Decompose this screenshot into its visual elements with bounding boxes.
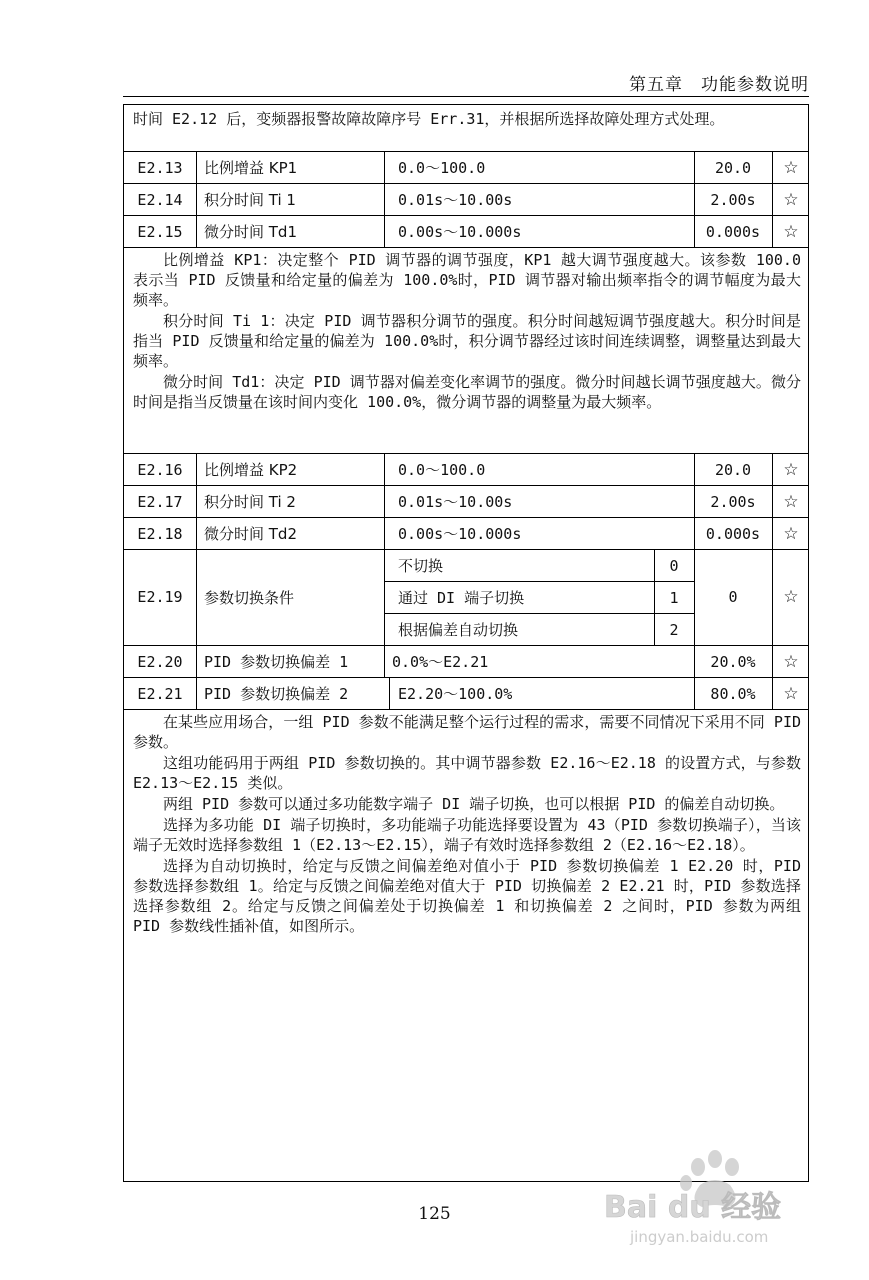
watermark-url: jingyan.baidu.com — [630, 1228, 769, 1246]
param-default: 20.0 — [714, 460, 752, 479]
description-paragraph: 选择为多功能 DI 端子切换时，多功能端子功能选择要设置为 43（PID 参数切换端子），当该端子无效时选择参数组 1（E2.13～E2.15），端子有效时选择参数组 2（E2.16～E2.18）。 — [133, 816, 801, 854]
star-icon: ☆ — [783, 587, 799, 607]
param-range: 0.0%～E2.21 — [392, 653, 489, 671]
option-label: 根据偏差自动切换 — [398, 621, 519, 639]
star-icon: ☆ — [783, 651, 799, 672]
param-range: 0.01s～10.00s — [398, 191, 513, 209]
row-divider — [124, 247, 808, 248]
param-default: 0.000s — [705, 222, 761, 241]
description-paragraph: 在某些应用场合，一组 PID 参数不能满足整个运行过程的需求，需要不同情况下采用不同 PID 参数。 — [133, 713, 801, 751]
star-icon: ☆ — [783, 459, 799, 480]
param-range: 0.01s～10.00s — [398, 493, 513, 511]
param-name: PID 参数切换偏差 1 — [204, 653, 349, 671]
param-code: E2.19 — [137, 588, 183, 606]
param-range: 0.00s～10.000s — [398, 525, 522, 543]
parameter-table-frame — [123, 104, 809, 1182]
description-paragraph: 这组功能码用于两组 PID 参数切换的。其中调节器参数 E2.16～E2.18 的设置方式，与参数 E2.13～E2.15 类似。 — [133, 754, 801, 792]
description-block-1 — [133, 250, 801, 412]
param-name: 积分时间 Ti 1 — [204, 191, 296, 209]
param-code: E2.20 — [137, 652, 183, 671]
baidu-jingyan-watermark — [600, 1145, 830, 1250]
param-default: 0.000s — [705, 524, 761, 543]
param-range: 0.00s～10.000s — [398, 223, 522, 241]
option-value: 1 — [669, 588, 679, 607]
param-default: 2.00s — [710, 492, 756, 511]
param-code: E2.17 — [137, 492, 183, 511]
star-icon: ☆ — [783, 221, 799, 242]
star-icon: ☆ — [783, 491, 799, 512]
intro-paragraph: 时间 E2.12 后，变频器报警故障故障序号 Err.31，并根据所选择故障处理方式处理。 — [133, 110, 725, 128]
description-paragraph: 两组 PID 参数可以通过多功能数字端子 DI 端子切换，也可以根据 PID 的偏差自动切换。 — [163, 795, 785, 813]
param-name: 微分时间 Td1 — [204, 223, 297, 241]
description-paragraph: 选择为自动切换时，给定与反馈之间偏差绝对值小于 PID 参数切换偏差 1 E2.20 时，PID 参数选择参数组 1。给定与反馈之间偏差绝对值大于 PID 切换偏差 2 E2.21 时，PID 参数选择选择参数组 2。给定与反馈之间偏差处于切换偏差 1 和切换偏差 2 之间时，PID 参数为两组 PID 参数线性插补值，如图所示。 — [133, 857, 801, 935]
param-name: 微分时间 Td2 — [204, 525, 297, 543]
row-divider — [124, 709, 808, 710]
star-icon: ☆ — [783, 189, 799, 210]
page-number: 125 — [418, 1204, 451, 1224]
description-paragraph: 积分时间 Ti 1：决定 PID 调节器积分调节的强度。积分时间越短调节强度越大。积分时间是指当 PID 反馈量和给定量的偏差为 100.0%时，积分调节器经过该时间连续调整，调整量达到最大频率。 — [133, 312, 801, 370]
option-label: 不切换 — [398, 557, 444, 575]
param-name: PID 参数切换偏差 2 — [204, 685, 349, 703]
param-name: 比例增益 KP2 — [204, 461, 298, 479]
option-value: 0 — [669, 556, 679, 575]
header-rule — [123, 96, 809, 97]
watermark-brand: Bai du 经验 — [604, 1190, 782, 1225]
param-code: E2.21 — [137, 684, 183, 703]
param-code: E2.16 — [137, 460, 183, 479]
param-range: 0.0～100.0 — [398, 461, 486, 479]
param-code: E2.13 — [137, 158, 183, 177]
param-range: 0.0～100.0 — [398, 159, 486, 177]
description-block-2 — [133, 712, 801, 936]
description-paragraph: 比例增益 KP1：决定整个 PID 调节器的调节强度，KP1 越大调节强度越大。该参数 100.0 表示当 PID 反馈量和给定量的偏差为 100.0%时，PID 调节器对输出频率指令的调节幅度为最大频率。 — [133, 251, 801, 309]
param-default: 80.0% — [710, 684, 756, 703]
star-icon: ☆ — [783, 683, 799, 704]
option-label: 通过 DI 端子切换 — [398, 589, 525, 607]
param-default: 20.0% — [710, 652, 756, 671]
intro-text-block — [133, 109, 801, 129]
param-default: 20.0 — [714, 158, 752, 177]
param-code: E2.18 — [137, 524, 183, 543]
param-name: 参数切换条件 — [204, 588, 295, 607]
param-name: 积分时间 Ti 2 — [204, 493, 296, 511]
description-paragraph: 微分时间 Td1：决定 PID 调节器对偏差变化率调节的强度。微分时间越长调节强度越大。微分时间是指当反馈量在该时间内变化 100.0%，微分调节器的调整量为最大频率。 — [133, 373, 801, 411]
chapter-header: 第五章 功能参数说明 — [629, 75, 809, 95]
star-icon: ☆ — [783, 523, 799, 544]
option-value: 2 — [669, 620, 679, 639]
param-default: 0 — [728, 588, 738, 606]
param-name: 比例增益 KP1 — [204, 159, 298, 177]
param-code: E2.14 — [137, 190, 183, 209]
param-range: E2.20～100.0% — [398, 685, 513, 703]
param-default: 2.00s — [710, 190, 756, 209]
star-icon: ☆ — [783, 157, 799, 178]
param-code: E2.15 — [137, 222, 183, 241]
